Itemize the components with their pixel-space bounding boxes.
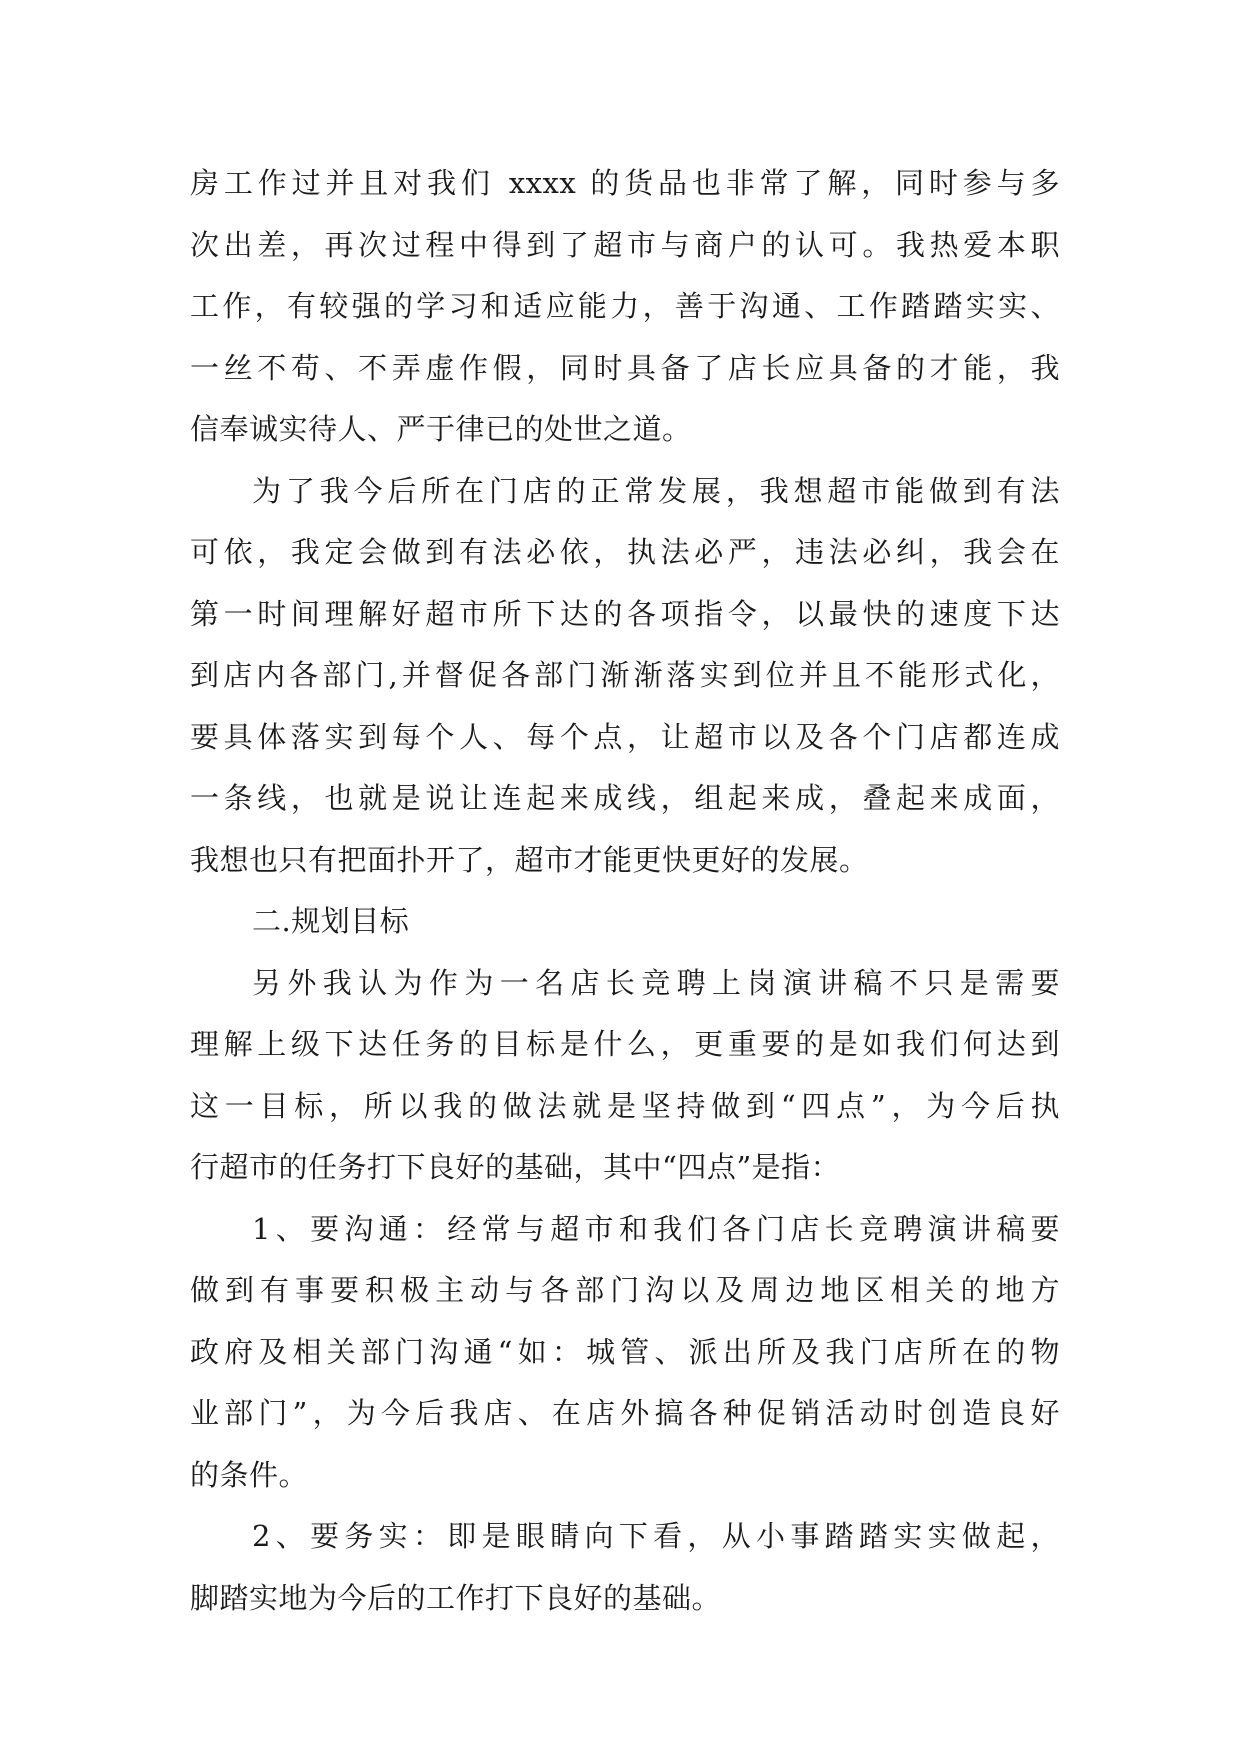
text-line: 为了我今后所在门店的正常发展，我想超市能做到有法 (252, 473, 1060, 508)
text-line: 一条线，也就是说让连起来成线，组起来成，叠起来成面， (190, 781, 1060, 815)
text-line: 这一目标，所以我的做法就是坚持做到“四点”，为今后执 (190, 1088, 1060, 1123)
text-line: 2、要务实：即是眼睛向下看，从小事踏踏实实做起， (252, 1519, 1060, 1553)
text-line: 1、要沟通：经常与超市和我们各门店长竞聘演讲稿要 (252, 1211, 1060, 1246)
text-line: 可依，我定会做到有法必依，执法必严，违法必纠，我会在 (190, 535, 1060, 569)
text-line: 行超市的任务打下良好的基础，其中“四点”是指： (190, 1150, 841, 1184)
section-heading: 二.规划目标 (252, 904, 410, 938)
text-line: 另外我认为作为一名店长竞聘上岗演讲稿不只是需要 (252, 965, 1060, 1000)
text-line: 房工作过并且对我们 xxxx 的货品也非常了解，同时参与多 (190, 166, 1060, 200)
text-line: 工作，有较强的学习和适应能力，善于沟通、工作踏踏实实、 (190, 289, 1060, 323)
text-line: 一丝不苟、不弄虚作假，同时具备了店长应具备的才能，我 (190, 350, 1060, 385)
text-line: 的条件。 (190, 1457, 309, 1492)
text-line: 脚踏实地为今后的工作打下良好的基础。 (190, 1580, 722, 1615)
text-line: 做到有事要积极主动与各部门沟以及周边地区相关的地方 (190, 1273, 1060, 1307)
document-body (190, 153, 1060, 1629)
text-line: 要具体落实到每个人、每个点，让超市以及各个门店都连成 (190, 719, 1060, 754)
text-line: 业部门”，为今后我店、在店外搞各种促销活动时创造良好 (190, 1396, 1060, 1430)
text-line: 次出差，再次过程中得到了超市与商户的认可。我热爱本职 (190, 227, 1060, 262)
text-line: 第一时间理解好超市所下达的各项指令，以最快的速度下达 (190, 596, 1060, 631)
text-line: 我想也只有把面扑开了，超市才能更快更好的发展。 (190, 842, 869, 877)
text-line: 到店内各部门,并督促各部门渐渐落实到位并且不能形式化， (190, 658, 1060, 692)
text-line: 政府及相关部门沟通“如：城管、派出所及我门店所在的物 (190, 1334, 1060, 1369)
text-line: 信奉诚实待人、严于律已的处世之道。 (190, 412, 692, 446)
text-line: 理解上级下达任务的目标是什么，更重要的是如我们何达到 (190, 1027, 1060, 1061)
